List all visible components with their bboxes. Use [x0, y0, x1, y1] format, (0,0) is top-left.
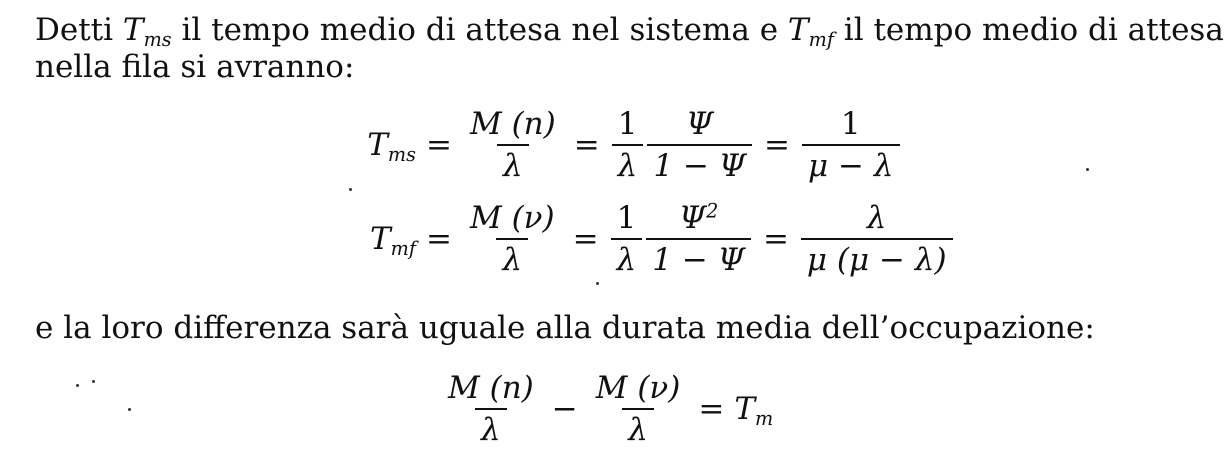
intro-text-b: il tempo medio di attesa nel sistema e	[171, 12, 788, 48]
eq2-fraction-1: $\frac{M (\nu)}{\lambda}$	[469, 200, 555, 278]
intro-text-c: il tempo medio di attesa	[833, 12, 1224, 48]
var-tmf: $T_{mf}$	[787, 12, 834, 52]
eq1-fraction-2: $\frac{1}{\lambda}$	[612, 104, 644, 186]
eq2-fraction-3: $\frac{\Psi^2}{1 - \Psi}$	[646, 198, 751, 280]
eq2-fraction-4: $\frac{\lambda}{\mu (\mu - \lambda)}$	[801, 198, 953, 280]
eq1-lhs: $T_{ms}$	[367, 127, 416, 167]
eq2-equals-2: =	[572, 221, 599, 257]
eq3-equals: =	[698, 391, 725, 427]
intro-text-a: Detti	[35, 12, 123, 48]
eq3-rhs: $T_m$	[734, 391, 774, 431]
scan-speck	[349, 188, 352, 191]
var-tms: $T_{ms}$	[122, 12, 172, 52]
paragraph-difference: e la loro differenza sarà uguale alla durata media dell’occupazione:	[35, 310, 1095, 346]
eq3-fraction-1: $\frac{M (n)}{\lambda}$	[448, 370, 534, 448]
eq2-fraction-2: $\frac{1}{\lambda}$	[611, 198, 643, 280]
equation-tmf	[328, 198, 955, 280]
eq3-fraction-2: $\frac{M (\nu)}{\lambda}$	[595, 370, 681, 448]
eq2-equals-3: =	[762, 221, 789, 257]
paragraph-intro	[35, 12, 1224, 86]
scan-speck	[596, 282, 599, 285]
equation-tms	[328, 104, 902, 186]
eq1-fraction-3: $\frac{\Psi}{1 - \Psi}$	[647, 104, 752, 186]
eq1-equals-3: =	[764, 127, 791, 163]
intro-line-1	[35, 12, 1224, 52]
scan-speck	[128, 408, 131, 411]
eq1-equals-2: =	[573, 127, 600, 163]
eq3-minus: −	[551, 391, 578, 427]
eq2-lhs: $T_{mf}$	[369, 221, 416, 261]
equation-difference	[440, 368, 773, 450]
eq1-equals-1: =	[426, 127, 452, 163]
scan-speck	[1086, 168, 1089, 171]
eq1-fraction-1: $\frac{M (n)}{\lambda}$	[469, 106, 556, 184]
scan-speck	[92, 380, 95, 383]
intro-line-2: nella fila si avranno:	[35, 49, 355, 85]
scan-speck	[76, 384, 79, 387]
eq1-fraction-4: $\frac{1}{\mu - \lambda}$	[802, 104, 899, 186]
eq2-equals-1: =	[426, 221, 452, 257]
